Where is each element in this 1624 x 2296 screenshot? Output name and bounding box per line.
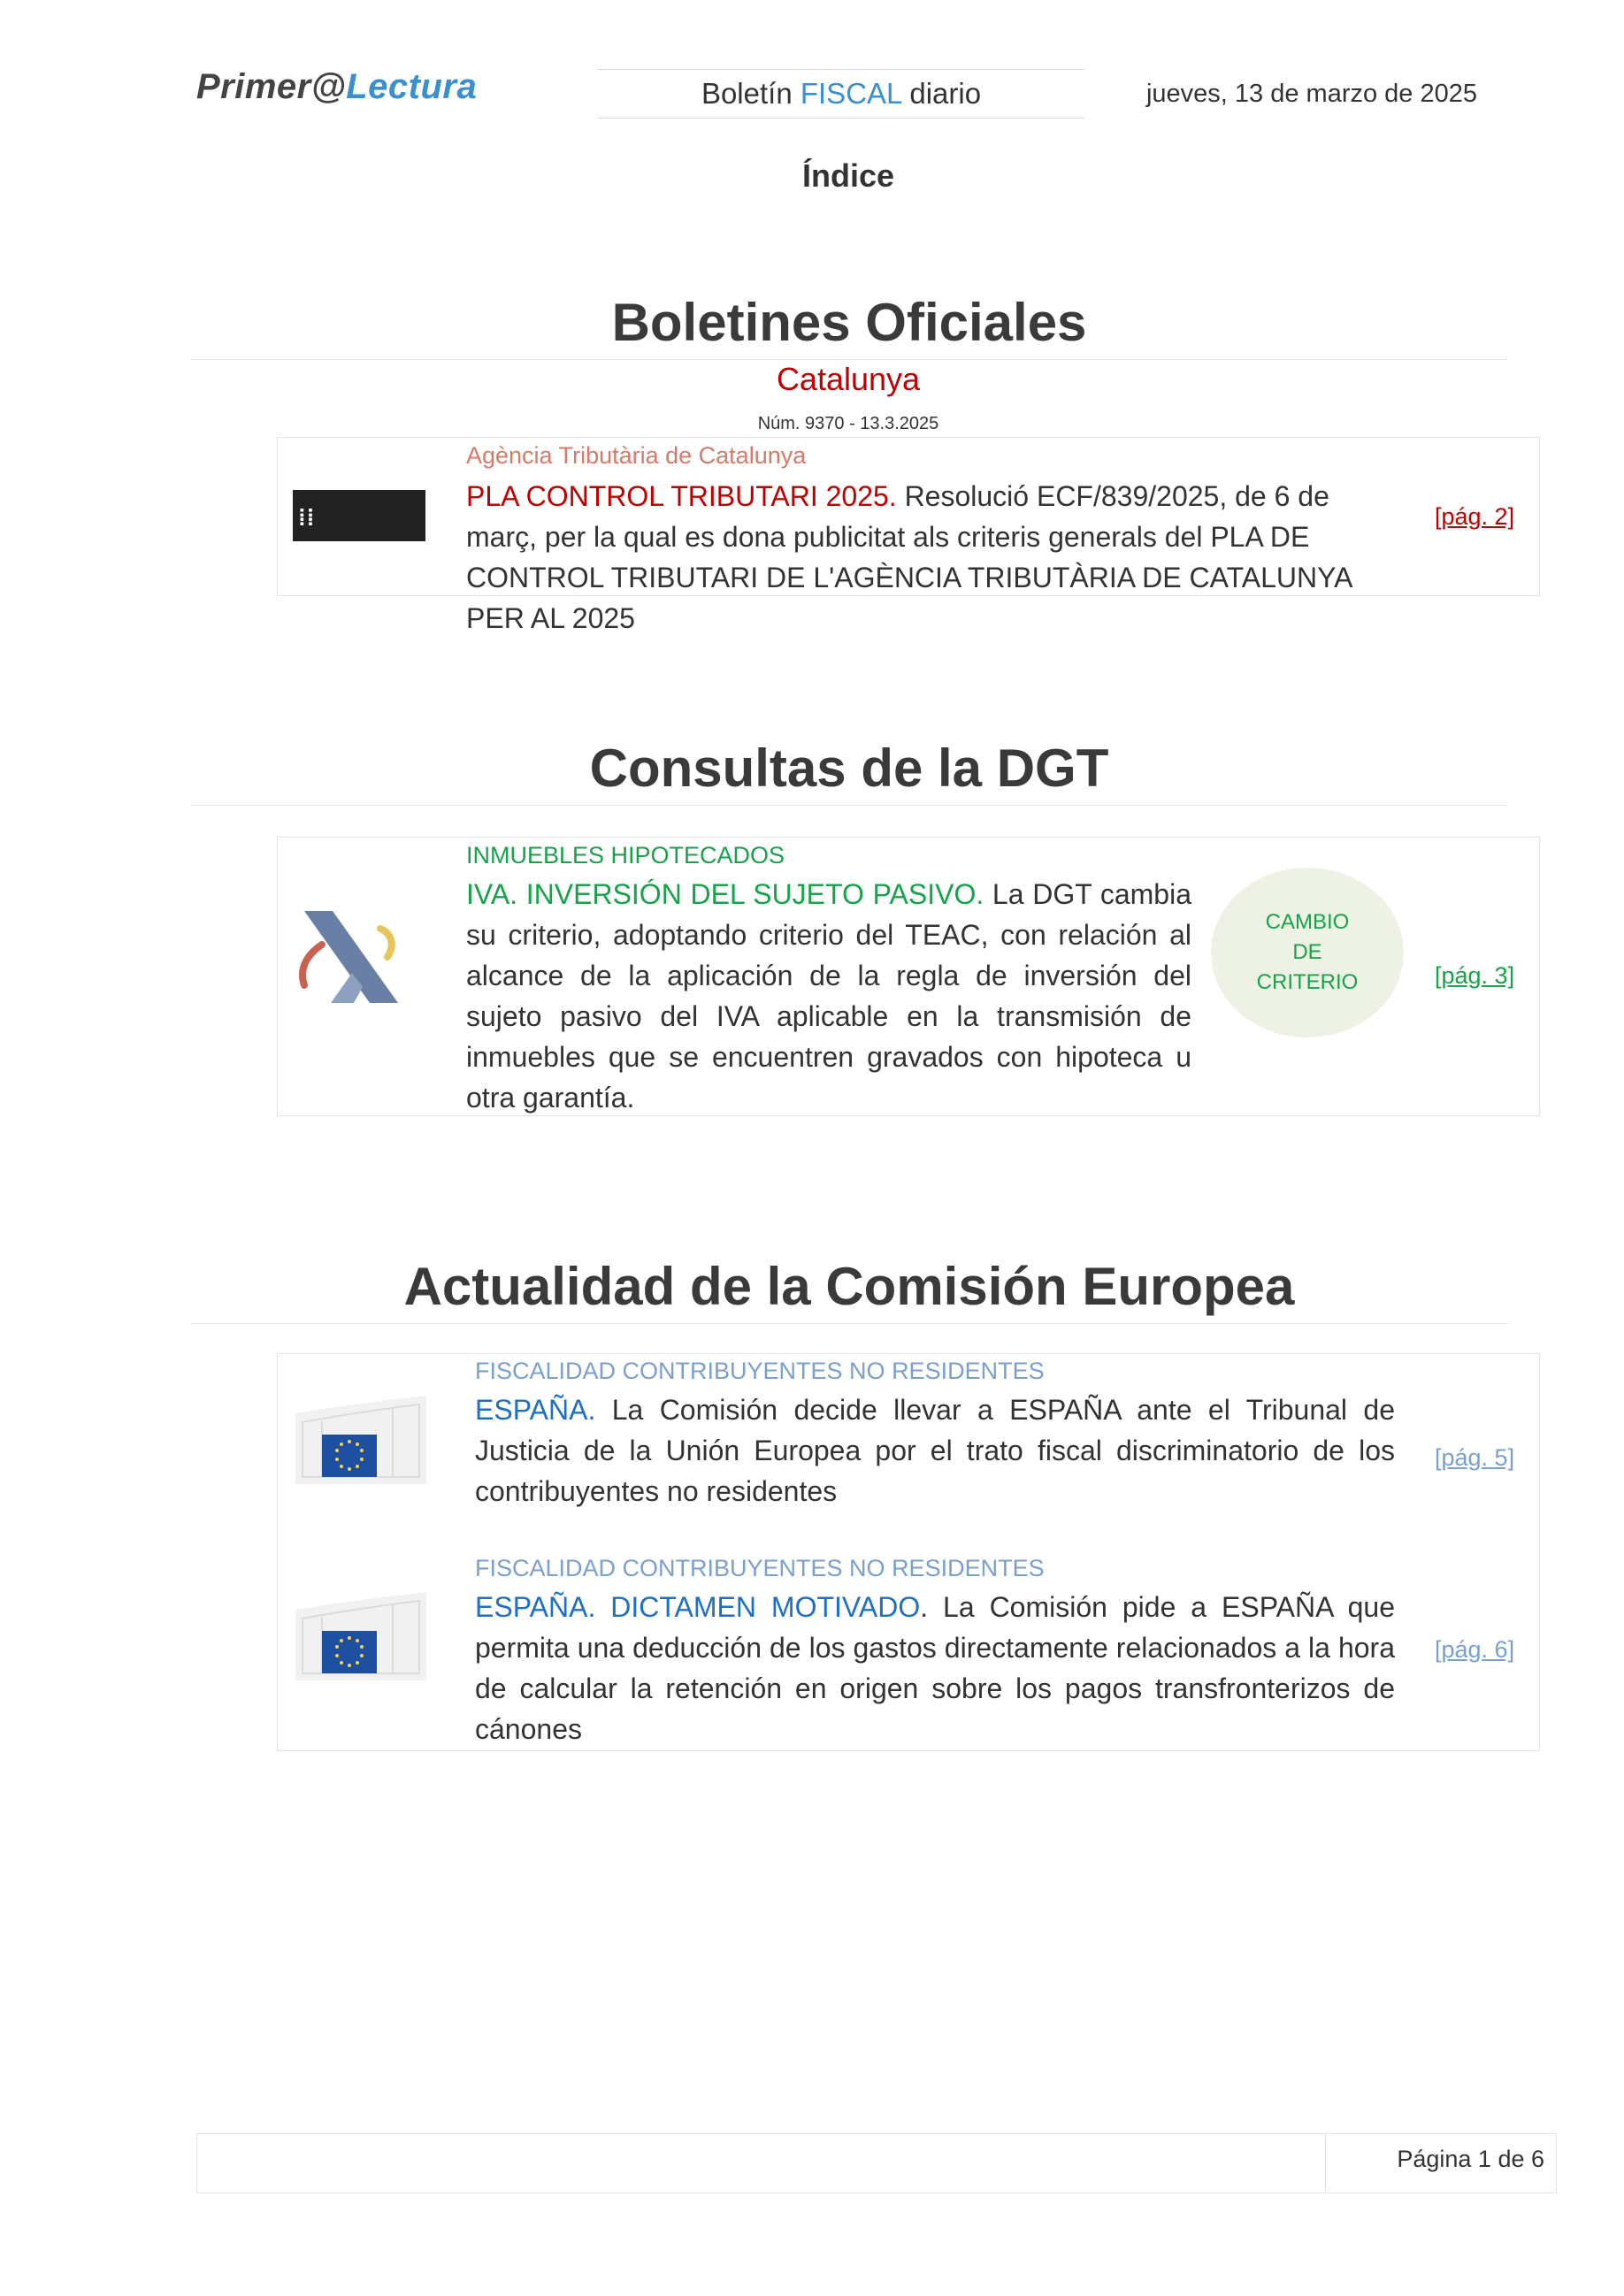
aeat-logo-icon bbox=[295, 911, 398, 1003]
news-category: FISCALIDAD CONTRIBUYENTES NO RESIDENTES bbox=[475, 1358, 1045, 1384]
news-text bbox=[475, 1587, 1395, 1749]
bulletin-post: diario bbox=[901, 77, 982, 110]
logo-part2: Lectura bbox=[346, 67, 478, 106]
news-category: FISCALIDAD CONTRIBUYENTES NO RESIDENTES bbox=[475, 1555, 1045, 1581]
news-body: Resolució ECF/839/2025, de 6 de març, per la qual es dona publicitat als criteris generals del PLA DE CONTROL TRIBUTARI DE L'AGÈNCIA TRIBUTÀRIA DE CATALUNYA PER AL 2025 bbox=[466, 480, 1352, 634]
eu-commission-logo-icon bbox=[295, 1592, 426, 1680]
news-text bbox=[466, 476, 1395, 639]
page-number: Página 1 de 6 bbox=[1397, 2146, 1544, 2172]
cambio-criterio-badge bbox=[1211, 868, 1404, 1037]
news-headline: ESPAÑA. bbox=[475, 1394, 596, 1426]
brand-logo bbox=[196, 67, 477, 107]
badge-line: DE bbox=[1292, 940, 1322, 964]
logo-part1: Primer@ bbox=[196, 67, 347, 106]
page-link-3[interactable]: [pág. 3] bbox=[1435, 962, 1515, 989]
page-link-6[interactable]: [pág. 6] bbox=[1435, 1636, 1515, 1663]
news-body: La Comisión decide llevar a ESPAÑA ante el Tribunal de Justicia de la Unión Europea por el trato fiscal discriminatorio de los contribuyentes no residentes bbox=[475, 1394, 1395, 1507]
gencat-logo: ⁞⁞gencat bbox=[293, 490, 425, 541]
section-title-dgt: Consultas de la DGT bbox=[190, 738, 1508, 806]
news-category: INMUEBLES HIPOTECADOS bbox=[466, 842, 785, 869]
page-link-5[interactable]: [pág. 5] bbox=[1435, 1444, 1515, 1471]
news-headline: IVA. INVERSIÓN DEL SUJETO PASIVO. bbox=[466, 878, 984, 910]
badge-line: CAMBIO bbox=[1265, 910, 1350, 934]
news-headline: ESPAÑA. DICTAMEN MOTIVADO bbox=[475, 1591, 921, 1623]
eu-commission-logo-icon bbox=[295, 1396, 426, 1484]
region-label: Catalunya bbox=[776, 361, 921, 397]
news-category: Agència Tributària de Catalunya bbox=[466, 442, 807, 469]
section-title-boletines: Boletines Oficiales bbox=[190, 292, 1508, 360]
badge-line: CRITERIO bbox=[1256, 970, 1359, 994]
index-title: Índice bbox=[801, 157, 895, 194]
footer-divider bbox=[1325, 2133, 1326, 2192]
news-body: La DGT cambia su criterio, adoptando criterio del TEAC, con relación al alcance de la aplicación de la regla de inversión del sujeto pasivo del IVA aplicable en la transmisión de inmuebles que se encuentren gravados con hipoteca u otra garantía. bbox=[466, 878, 1192, 1114]
bulletin-number: Núm. 9370 - 13.3.2025 bbox=[757, 414, 939, 433]
section-title-comision: Actualidad de la Comisión Europea bbox=[190, 1256, 1508, 1324]
gencat-logo-text: gencat bbox=[298, 549, 407, 589]
bulletin-title bbox=[598, 69, 1084, 119]
bulletin-pre: Boletín bbox=[701, 77, 801, 110]
page-link-2[interactable]: [pág. 2] bbox=[1435, 503, 1515, 530]
bulletin-fiscal: FISCAL bbox=[800, 77, 902, 110]
bulletin-date: jueves, 13 de marzo de 2025 bbox=[1145, 80, 1477, 108]
news-body: . La Comisión pide a ESPAÑA que permita una deducción de los gastos directamente relacionados a la hora de calcular la retención en origen sobre los pagos transfronterizos de cánones bbox=[475, 1591, 1396, 1745]
news-text bbox=[475, 1389, 1395, 1512]
news-headline: PLA CONTROL TRIBUTARI 2025. bbox=[466, 480, 897, 512]
news-text bbox=[466, 874, 1191, 1118]
